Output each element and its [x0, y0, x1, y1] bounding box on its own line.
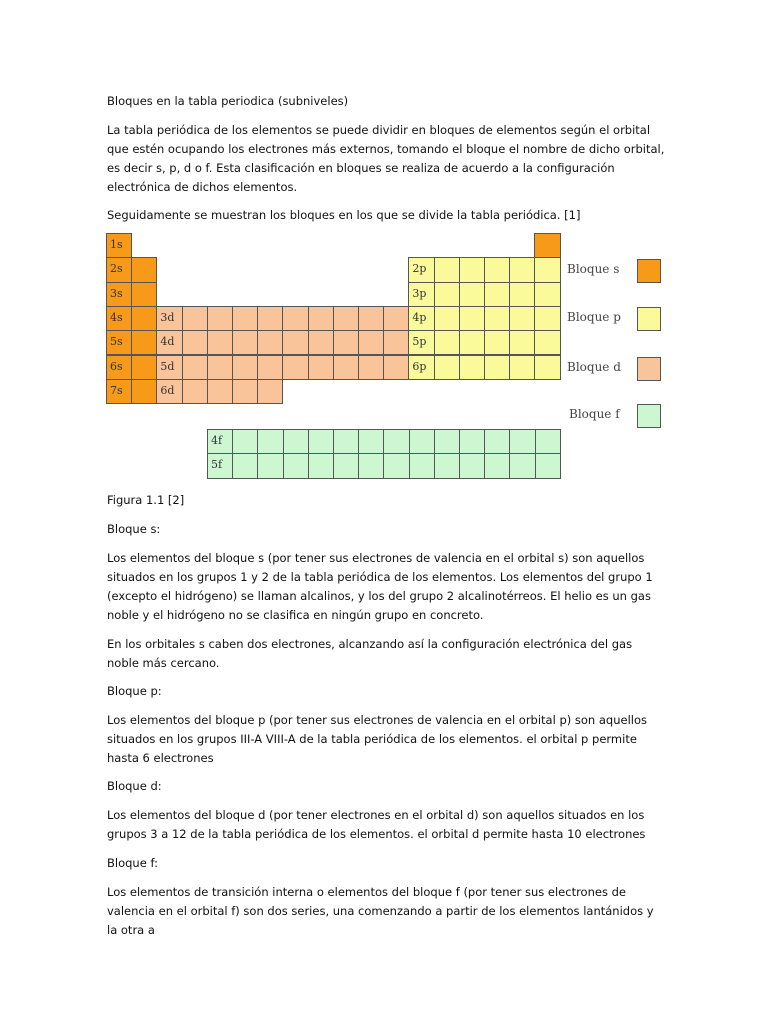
- f-block-cell: [257, 453, 283, 478]
- p-block-cell: [484, 330, 510, 355]
- p-block-cell: [434, 306, 460, 331]
- d-block-cell: [282, 355, 308, 380]
- s-block-cell: 1s: [106, 233, 132, 258]
- d-block-cell: [333, 330, 359, 355]
- d-block-cell: [207, 379, 233, 404]
- p-block-cell: [534, 282, 560, 307]
- p-block-cell: [534, 355, 560, 380]
- f-block-cell: [358, 429, 384, 454]
- d-block-cell: [282, 306, 308, 331]
- f-block-cell: [358, 453, 384, 478]
- d-block-cell: [232, 355, 258, 380]
- figure-caption: Figura 1.1 [2]: [107, 493, 185, 507]
- intro-paragraph: La tabla periódica de los elementos se puede dividir en bloques de elementos según el orbital que estén ocupando los electrones más externos, tomando el bloque el nombre de dicho orbital, es decir s, p, d o f. Esta clasificación en bloques se realiza de acuerdo a la configuración electrónica de dichos elementos.: [107, 123, 665, 194]
- p-block-cell: [534, 306, 560, 331]
- d-block-cell: [207, 306, 233, 331]
- f-block-cell: [434, 453, 460, 478]
- f-block-cell: [333, 453, 359, 478]
- p-block-cell: [534, 257, 560, 282]
- p-block-cell: 5p: [408, 330, 434, 355]
- d-block-cell: [182, 355, 208, 380]
- p-block-cell: 6p: [408, 355, 434, 380]
- legend-label: Bloque s: [567, 262, 620, 276]
- s-block-cell: [131, 355, 157, 380]
- d-block-cell: [182, 330, 208, 355]
- legend-label: Bloque p: [567, 310, 621, 324]
- legend-label: Bloque f: [569, 407, 620, 421]
- p-block-cell: [509, 282, 535, 307]
- p-block-cell: [484, 257, 510, 282]
- bloque-s-paragraph-2: En los orbitales s caben dos electrones, alcanzando así la configuración electrónica del gas noble más cercano.: [107, 637, 633, 670]
- bloque-p-paragraph: Los elementos del bloque p (por tener sus electrones de valencia en el orbital p) son aquellos situados en los grupos III-A VIII-A de la tabla periódica de los elementos. el orbital p permite hasta 6 electrones: [107, 713, 648, 765]
- page-title: Bloques en la tabla periodica (subniveles): [107, 94, 349, 108]
- p-block-cell: [509, 257, 535, 282]
- f-block-cell: [434, 429, 460, 454]
- f-block-cell: [383, 453, 409, 478]
- p-block-cell: [534, 330, 560, 355]
- d-block-cell: [182, 306, 208, 331]
- s-block-cell: [131, 282, 157, 307]
- d-block-cell: [232, 379, 258, 404]
- d-block-cell: [282, 330, 308, 355]
- d-block-cell: [257, 355, 283, 380]
- p-block-cell: [459, 282, 485, 307]
- legend-swatch: [637, 404, 661, 428]
- d-block-cell: [207, 330, 233, 355]
- f-block-cell: 4f: [207, 429, 233, 454]
- legend-swatch: [637, 357, 661, 381]
- periodic-table-blocks-figure: [106, 233, 666, 481]
- p-block-cell: [484, 282, 510, 307]
- s-block-cell: [131, 306, 157, 331]
- d-block-cell: [232, 330, 258, 355]
- p-block-cell: 2p: [408, 257, 434, 282]
- bloque-d-heading: Bloque d:: [107, 779, 162, 793]
- f-block-cell: [283, 429, 309, 454]
- d-block-cell: 5d: [156, 355, 182, 380]
- d-block-cell: [207, 355, 233, 380]
- d-block-cell: [358, 330, 384, 355]
- d-block-cell: 4d: [156, 330, 182, 355]
- bloque-p-heading: Bloque p:: [107, 684, 162, 698]
- p-block-cell: 3p: [408, 282, 434, 307]
- d-block-cell: 3d: [156, 306, 182, 331]
- bloque-s-paragraph: Los elementos del bloque s (por tener sus electrones de valencia en el orbital s) son aquellos situados en los grupos 1 y 2 de la tabla periódica de los elementos. Los elementos del grupo 1 (excepto el hidrógeno) se llaman alcalinos, y los del grupo 2 alcalinotérreos. El helio es un gas noble y el hidrógeno no se clasifica en ningún grupo en concreto.: [107, 551, 653, 622]
- bloque-d-paragraph: Los elementos del bloque d (por tener electrones en el orbital d) son aquellos situados en los grupos 3 a 12 de la tabla periódica de los elementos. el orbital d permite hasta 10 electrones: [107, 808, 646, 841]
- d-block-cell: [257, 330, 283, 355]
- d-block-cell: [232, 306, 258, 331]
- legend-label: Bloque d: [567, 360, 621, 374]
- s-block-cell: 3s: [106, 282, 132, 307]
- d-block-cell: [308, 355, 334, 380]
- s-block-cell: [131, 330, 157, 355]
- s-block-cell: 6s: [106, 355, 132, 380]
- f-block-cell: [459, 429, 485, 454]
- d-block-cell: [333, 355, 359, 380]
- f-block-cell: [459, 453, 485, 478]
- p-block-cell: [484, 355, 510, 380]
- d-block-cell: [257, 379, 283, 404]
- f-block-cell: [257, 429, 283, 454]
- intro-paragraph-2: Seguidamente se muestran los bloques en los que se divide la tabla periódica. [1]: [107, 208, 581, 222]
- f-block-cell: [535, 429, 561, 454]
- d-block-cell: [358, 306, 384, 331]
- p-block-cell: [509, 330, 535, 355]
- f-block-cell: [308, 453, 334, 478]
- d-block-cell: 6d: [156, 379, 182, 404]
- legend-swatch: [637, 307, 661, 331]
- d-block-cell: [383, 330, 409, 355]
- f-block-cell: [409, 429, 435, 454]
- s-block-cell: [131, 379, 157, 404]
- p-block-cell: [484, 306, 510, 331]
- f-block-cell: [232, 453, 258, 478]
- s-block-cell: 2s: [106, 257, 132, 282]
- s-block-cell: 4s: [106, 306, 132, 331]
- s-block-cell: [131, 257, 157, 282]
- s-block-cell: 5s: [106, 330, 132, 355]
- f-block-cell: [509, 453, 535, 478]
- p-block-cell: [459, 355, 485, 380]
- p-block-cell: [459, 306, 485, 331]
- p-block-cell: [434, 330, 460, 355]
- s-block-cell: 7s: [106, 379, 132, 404]
- bloque-f-heading: Bloque f:: [107, 856, 158, 870]
- d-block-cell: [182, 379, 208, 404]
- p-block-cell: [434, 355, 460, 380]
- p-block-cell: [459, 330, 485, 355]
- f-block-cell: [333, 429, 359, 454]
- p-block-cell: [434, 257, 460, 282]
- d-block-cell: [308, 330, 334, 355]
- f-block-cell: [232, 429, 258, 454]
- f-block-cell: [308, 429, 334, 454]
- d-block-cell: [383, 306, 409, 331]
- p-block-cell: 4p: [408, 306, 434, 331]
- d-block-cell: [358, 355, 384, 380]
- f-block-cell: [283, 453, 309, 478]
- s-block-cell-helium: [534, 233, 560, 258]
- d-block-cell: [257, 306, 283, 331]
- f-block-cell: [383, 429, 409, 454]
- f-block-cell: [409, 453, 435, 478]
- f-block-cell: [535, 453, 561, 478]
- bloque-s-heading: Bloque s:: [107, 522, 161, 536]
- legend-swatch: [637, 259, 661, 283]
- bloque-f-paragraph: Los elementos de transición interna o elementos del bloque f (por tener sus electrones de valencia en el orbital f) son dos series, una comenzando a partir de los elementos lantánidos y la otra a: [107, 885, 654, 937]
- f-block-cell: [484, 453, 510, 478]
- p-block-cell: [434, 282, 460, 307]
- p-block-cell: [509, 306, 535, 331]
- p-block-cell: [509, 355, 535, 380]
- d-block-cell: [333, 306, 359, 331]
- f-block-cell: 5f: [207, 453, 233, 478]
- f-block-cell: [484, 429, 510, 454]
- f-block-cell: [509, 429, 535, 454]
- d-block-cell: [383, 355, 409, 380]
- d-block-cell: [308, 306, 334, 331]
- p-block-cell: [459, 257, 485, 282]
